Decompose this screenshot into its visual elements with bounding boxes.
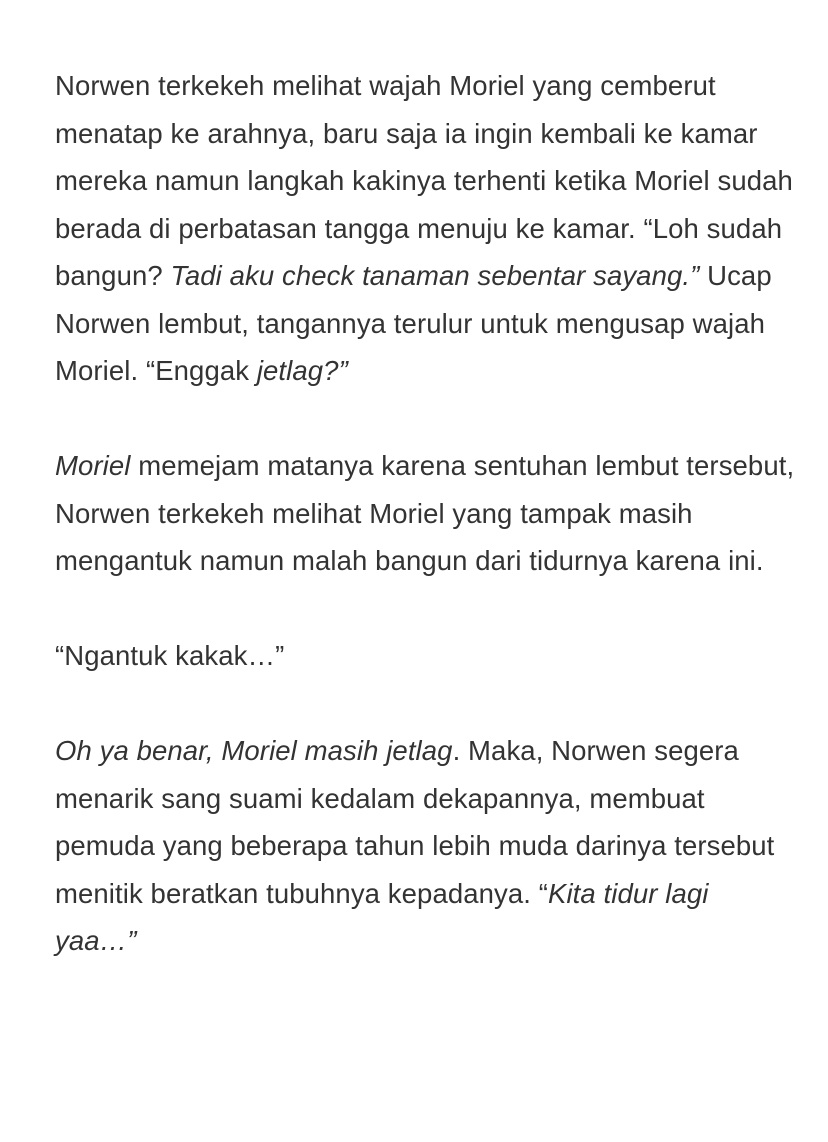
- document-body: [55, 62, 795, 965]
- paragraph-4: [55, 727, 795, 965]
- text-segment: Norwen terkekeh melihat wajah Moriel yang cemberut menatap ke arahnya, baru saja ia ingin kembali ke kamar mereka namun langkah kakinya terhenti ketika Moriel sudah berada di perbatasan tangga menuju ke kamar. “Loh sudah bangun?: [55, 70, 793, 291]
- paragraph-1: [55, 62, 795, 395]
- italic-segment: Moriel: [55, 450, 131, 481]
- italic-segment: Kita tidur lagi yaa…”: [55, 877, 709, 956]
- text-segment: . Maka, Norwen segera menarik sang suami kedalam dekapannya, membuat pemuda yang beberapa tahun lebih muda darinya tersebut menitik beratkan tubuhnya kepadanya. “: [55, 735, 775, 909]
- text-segment: Ucap Norwen lembut, tangannya terulur untuk mengusap wajah Moriel. “Enggak: [55, 260, 772, 386]
- text-segment: memejam matanya karena sentuhan lembut tersebut, Norwen terkekeh melihat Moriel yang tampak masih mengantuk namun malah bangun dari tidurnya karena ini.: [55, 450, 795, 576]
- italic-segment: Tadi aku check tanaman sebentar sayang.”: [170, 260, 700, 291]
- text-segment: “Ngantuk kakak…”: [55, 640, 285, 671]
- paragraph-2: [55, 442, 795, 585]
- paragraph-3: [55, 632, 795, 680]
- italic-segment: Oh ya benar, Moriel masih jetlag: [55, 735, 453, 766]
- italic-segment: jetlag?”: [256, 355, 348, 386]
